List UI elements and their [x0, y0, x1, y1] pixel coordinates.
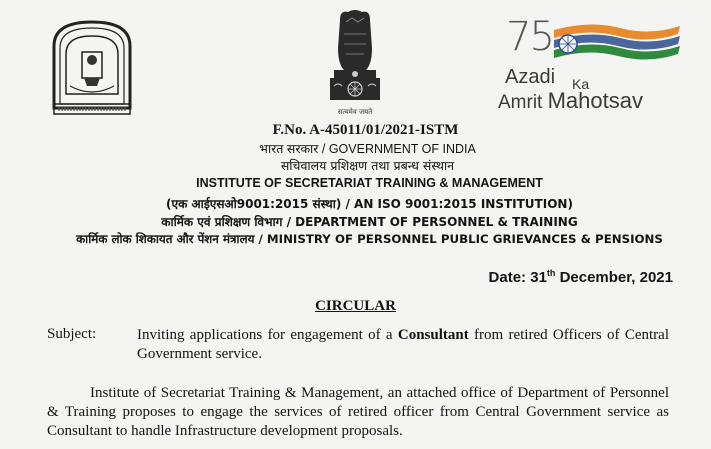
azadi-logo-number: 75 — [506, 14, 553, 60]
iso-line: (एक आईएसओ9001:2015 संस्था) / AN ISO 9001:2015 INSTITUTION) — [166, 197, 573, 211]
istm-seal-icon — [40, 16, 144, 120]
subject-text-pre: Inviting applications for engagement of a — [137, 327, 398, 343]
subject-label: Subject: — [47, 326, 97, 342]
institute-hindi-name: सचिवालय प्रशिक्षण तथा प्रबन्ध संस्थान — [280, 158, 455, 173]
tricolor-flag-icon — [550, 20, 682, 64]
government-line: भारत सरकार / GOVERNMENT OF INDIA — [259, 142, 476, 156]
date-prefix: Date: 31 — [488, 269, 547, 286]
ministry-line: कार्मिक लोक शिकायत और पेंशन मंत्रालय / MINISTRY OF PERSONNEL PUBLIC GRIEVANCES & PENSIONS — [76, 232, 663, 246]
date-ordinal: th — [546, 268, 556, 278]
azadi-ka-amrit-mahotsav-logo — [498, 14, 688, 114]
circular-title: CIRCULAR — [315, 298, 396, 314]
azadi-logo-word-amrit: Amrit — [498, 92, 543, 113]
azadi-logo-line2 — [498, 88, 643, 114]
circular-date — [489, 268, 673, 286]
date-suffix: December, 2021 — [555, 269, 673, 286]
emblem-motto: सत्यमेव जयते — [337, 108, 373, 116]
subject-text-bold: Consultant — [397, 327, 469, 343]
azadi-logo-word-azadi: Azadi — [505, 66, 556, 88]
azadi-logo-word-ka: Ka — [572, 76, 590, 92]
file-number: F.No. A-45011/01/2021-ISTM — [272, 122, 459, 138]
subject-text-post: from retired Officers of Central Government service. — [137, 327, 670, 362]
subject-text — [137, 326, 669, 364]
national-emblem-icon — [318, 8, 392, 118]
body-paragraph: Institute of Secretariat Training & Management, an attached office of Department of Personnel & Training proposes to engage the services of retired officer from Central Government service as Consultant to handle Infrastructure development proposals. — [47, 385, 669, 439]
department-line: कार्मिक एवं प्रशिक्षण विभाग / DEPARTMENT OF PERSONNEL & TRAINING — [161, 215, 578, 229]
azadi-logo-word-mahotsav: Mahotsav — [547, 88, 643, 113]
institute-name: INSTITUTE OF SECRETARIAT TRAINING & MANAGEMENT — [196, 176, 543, 190]
